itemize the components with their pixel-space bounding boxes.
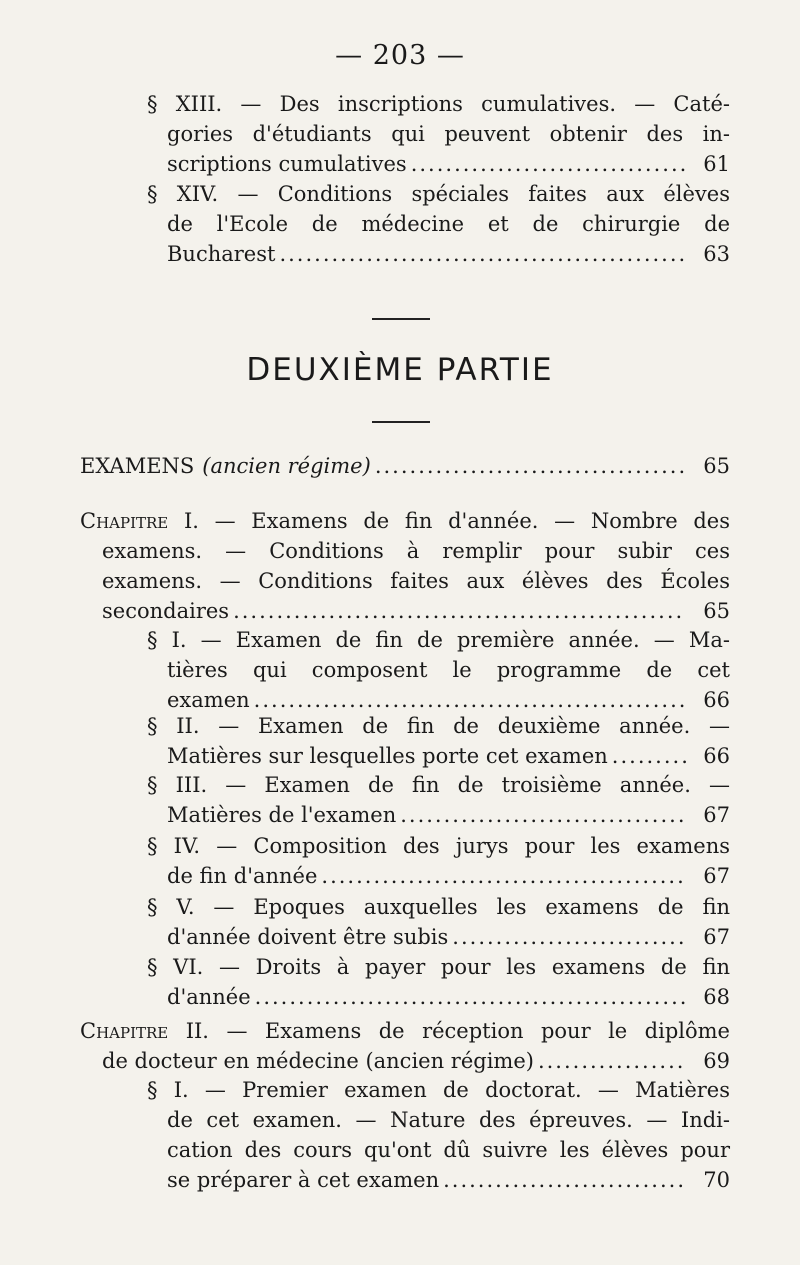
toc-page-number: 67 [703, 925, 730, 949]
dot-leader [233, 596, 686, 626]
toc-line: § I. — Premier examen de doctorat. — Matières [147, 1078, 730, 1102]
dot-leader [321, 861, 686, 891]
toc-page-number: 63 [703, 242, 730, 266]
toc-entry-ch1-section-2 [80, 711, 730, 771]
toc-line: Bucharest [167, 242, 276, 266]
toc-line: § IV. — Composition des jurys pour les examens [147, 834, 730, 858]
toc-page-number: 65 [703, 599, 730, 623]
toc-entry-ch1-section-5 [80, 892, 730, 952]
toc-line: § II. — Examen de fin de deuxième année. — [147, 714, 730, 738]
toc-line: § XIII. — Des inscriptions cumulatives. — Caté- [147, 92, 730, 116]
toc-entry-chapter-1 [80, 506, 730, 626]
toc-entry-section-14 [80, 179, 730, 269]
toc-line: se préparer à cet examen [167, 1168, 440, 1192]
dot-leader [612, 741, 686, 771]
toc-page-number: 70 [703, 1168, 730, 1192]
dot-leader [375, 451, 686, 481]
toc-page-number: 69 [703, 1049, 730, 1073]
toc-line: II. — Examens de réception pour le diplôme [168, 1019, 730, 1043]
divider-rule [372, 318, 430, 320]
toc-line: examens. — Conditions à remplir pour subir ces [102, 539, 730, 563]
dot-leader [443, 1165, 686, 1195]
toc-page-number: 67 [703, 803, 730, 827]
toc-entry-ch1-section-3 [80, 770, 730, 830]
toc-line: Matières sur lesquelles porte cet examen [167, 744, 608, 768]
toc-entry-ch2-section-1 [80, 1075, 730, 1195]
toc-entry-ch1-section-1 [80, 625, 730, 715]
chapter-label: Chapitre [80, 509, 169, 533]
toc-entry-ch1-section-6 [80, 952, 730, 1012]
toc-line: de fin d'année [167, 864, 318, 888]
toc-page-number: 61 [703, 152, 730, 176]
toc-line: d'année doivent être subis [167, 925, 449, 949]
toc-page-number: 66 [703, 744, 730, 768]
dot-leader [411, 149, 686, 179]
toc-entry-ch1-section-4 [80, 831, 730, 891]
dot-leader [452, 922, 686, 952]
toc-line: Matières de l'examen [167, 803, 397, 827]
dot-leader [400, 800, 686, 830]
toc-line: de docteur en médecine (ancien régime) [102, 1049, 534, 1073]
toc-line: secondaires [102, 599, 230, 623]
toc-line: § III. — Examen de fin de troisième année. — [147, 773, 730, 797]
toc-line: § V. — Epoques auxquelles les examens de fin [147, 895, 730, 919]
section-title: EXAMENS [80, 454, 195, 478]
divider-rule [372, 421, 430, 423]
toc-line: tières qui composent le programme de cet [167, 658, 730, 682]
toc-line: scriptions cumulatives [167, 152, 407, 176]
toc-line: § VI. — Droits à payer pour les examens de fin [147, 955, 730, 979]
dot-leader [538, 1046, 686, 1076]
toc-line: de l'Ecole de médecine et de chirurgie de [167, 212, 730, 236]
chapter-label: Chapitre [80, 1019, 169, 1043]
dot-leader [255, 982, 686, 1012]
toc-entry-chapter-2 [80, 1016, 730, 1076]
toc-line: cation des cours qu'ont dû suivre les élèves pour [167, 1138, 730, 1162]
dot-leader [279, 239, 686, 269]
toc-line: de cet examen. — Nature des épreuves. — Indi- [167, 1108, 730, 1132]
toc-line: examen [167, 688, 250, 712]
toc-line: gories d'étudiants qui peuvent obtenir des in- [167, 122, 730, 146]
toc-page-number: 65 [703, 454, 730, 478]
toc-entry-examens [80, 451, 730, 481]
toc-page-number: 68 [703, 985, 730, 1009]
section-subtitle: (ancien régime) [202, 454, 371, 478]
toc-line: § XIV. — Conditions spéciales faites aux élèves [147, 182, 730, 206]
toc-line: I. — Examens de fin d'année. — Nombre des [168, 509, 730, 533]
toc-line: examens. — Conditions faites aux élèves des Écoles [102, 569, 730, 593]
toc-line: § I. — Examen de fin de première année. — Ma- [147, 628, 730, 652]
toc-page-number: 66 [703, 688, 730, 712]
page-number: — 203 — [335, 40, 465, 71]
toc-line: d'année [167, 985, 251, 1009]
part-heading: DEUXIÈME PARTIE [246, 352, 554, 388]
toc-entry-section-13 [80, 89, 730, 179]
toc-page-number: 67 [703, 864, 730, 888]
